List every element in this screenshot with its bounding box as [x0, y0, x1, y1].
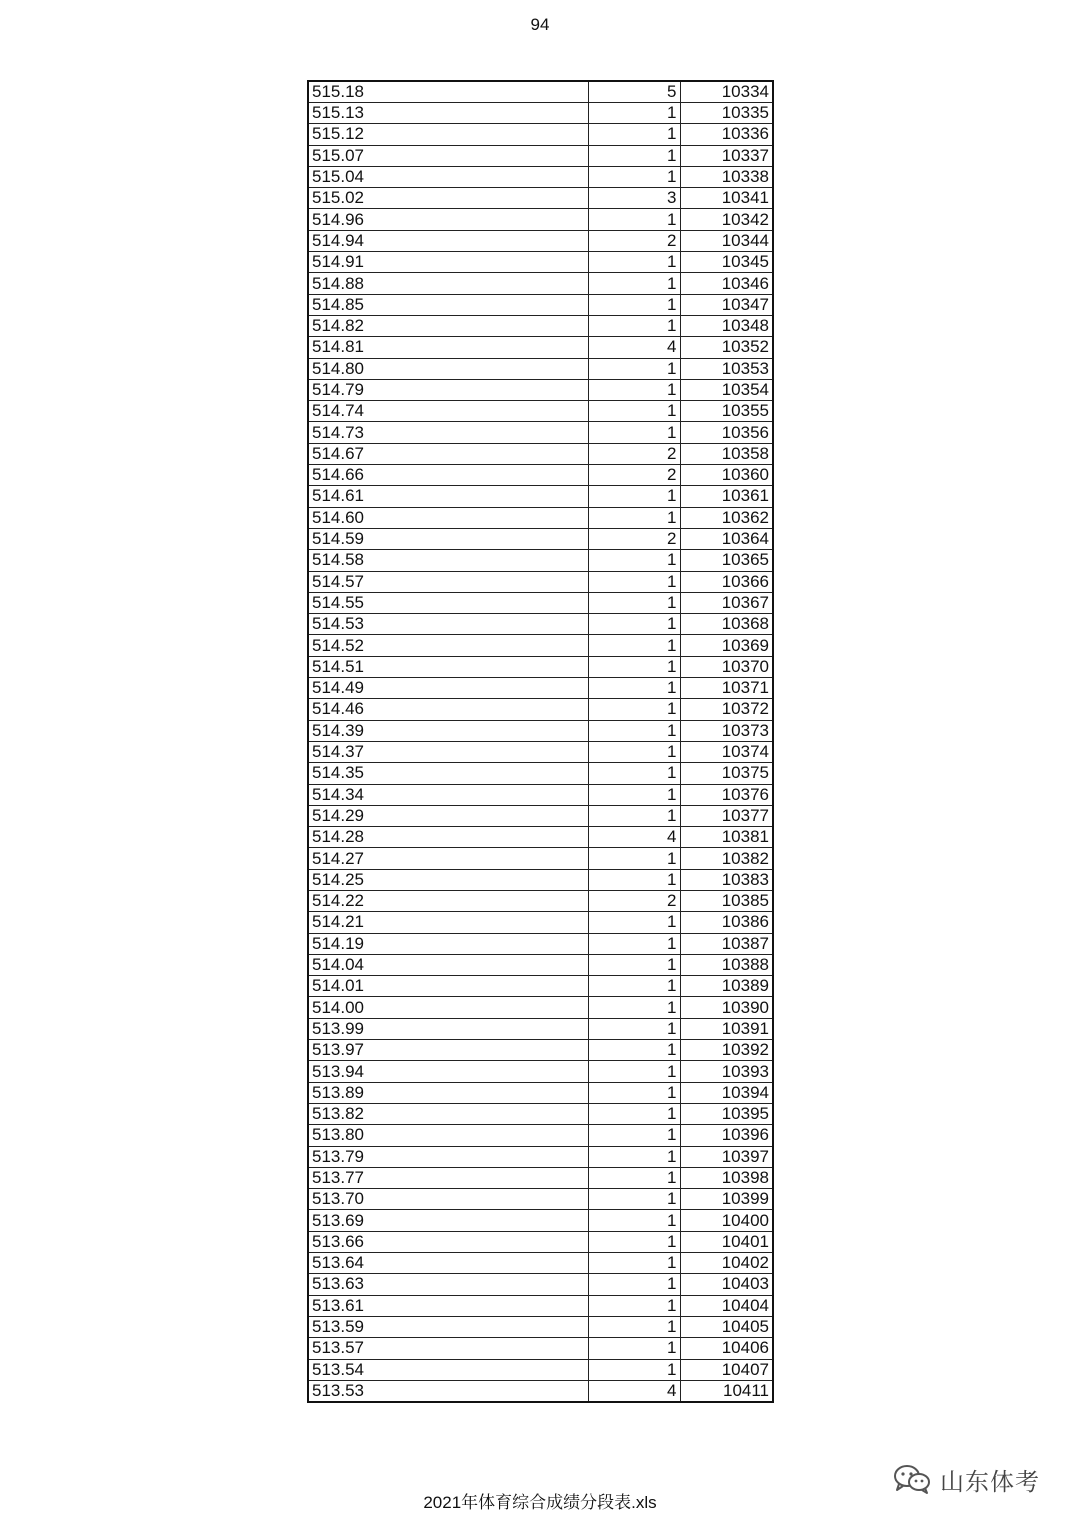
- cumulative-cell: 10352: [680, 337, 773, 358]
- table-row: [308, 699, 773, 720]
- score-cell: 514.46: [308, 699, 588, 720]
- count-cell: 1: [588, 741, 680, 762]
- cumulative-cell: 10346: [680, 273, 773, 294]
- table-row: [308, 827, 773, 848]
- score-cell: 513.82: [308, 1103, 588, 1124]
- cumulative-cell: 10377: [680, 805, 773, 826]
- count-cell: 1: [588, 592, 680, 613]
- table-row: [308, 422, 773, 443]
- count-cell: 1: [588, 997, 680, 1018]
- cumulative-cell: 10347: [680, 294, 773, 315]
- cumulative-cell: 10407: [680, 1359, 773, 1380]
- table-row: [308, 1253, 773, 1274]
- table-row: [308, 763, 773, 784]
- score-cell: 515.02: [308, 188, 588, 209]
- table-row: [308, 1189, 773, 1210]
- cumulative-cell: 10373: [680, 720, 773, 741]
- score-cell: 514.74: [308, 401, 588, 422]
- table-row: [308, 1210, 773, 1231]
- table-row: [308, 252, 773, 273]
- cumulative-cell: 10402: [680, 1253, 773, 1274]
- count-cell: 1: [588, 805, 680, 826]
- count-cell: 1: [588, 1103, 680, 1124]
- table-row: [308, 912, 773, 933]
- count-cell: 1: [588, 1359, 680, 1380]
- cumulative-cell: 10401: [680, 1231, 773, 1252]
- cumulative-cell: 10411: [680, 1380, 773, 1402]
- count-cell: 1: [588, 1146, 680, 1167]
- score-cell: 515.13: [308, 103, 588, 124]
- cumulative-cell: 10386: [680, 912, 773, 933]
- count-cell: 1: [588, 145, 680, 166]
- score-cell: 514.49: [308, 678, 588, 699]
- table-row: [308, 273, 773, 294]
- table-row: [308, 592, 773, 613]
- count-cell: 1: [588, 422, 680, 443]
- table-row: [308, 103, 773, 124]
- score-cell: 514.52: [308, 635, 588, 656]
- score-cell: 514.55: [308, 592, 588, 613]
- cumulative-cell: 10394: [680, 1082, 773, 1103]
- cumulative-cell: 10336: [680, 124, 773, 145]
- table-row: [308, 1146, 773, 1167]
- wechat-icon: [892, 1463, 932, 1495]
- table-row: [308, 678, 773, 699]
- count-cell: 1: [588, 507, 680, 528]
- count-cell: 1: [588, 933, 680, 954]
- cumulative-cell: 10361: [680, 486, 773, 507]
- table-row: [308, 230, 773, 251]
- count-cell: 1: [588, 784, 680, 805]
- table-row: [308, 614, 773, 635]
- cumulative-cell: 10335: [680, 103, 773, 124]
- cumulative-cell: 10403: [680, 1274, 773, 1295]
- score-cell: 514.22: [308, 890, 588, 911]
- count-cell: 4: [588, 827, 680, 848]
- count-cell: 1: [588, 124, 680, 145]
- score-cell: 514.57: [308, 571, 588, 592]
- count-cell: 1: [588, 1082, 680, 1103]
- page-number: 94: [530, 15, 550, 34]
- cumulative-cell: 10387: [680, 933, 773, 954]
- score-cell: 514.37: [308, 741, 588, 762]
- count-cell: 1: [588, 678, 680, 699]
- cumulative-cell: 10392: [680, 1040, 773, 1061]
- score-cell: 513.63: [308, 1274, 588, 1295]
- cumulative-cell: 10353: [680, 358, 773, 379]
- score-cell: 513.54: [308, 1359, 588, 1380]
- cumulative-cell: 10374: [680, 741, 773, 762]
- cumulative-cell: 10376: [680, 784, 773, 805]
- count-cell: 1: [588, 166, 680, 187]
- count-cell: 1: [588, 1274, 680, 1295]
- count-cell: 1: [588, 1040, 680, 1061]
- score-cell: 514.73: [308, 422, 588, 443]
- score-cell: 513.70: [308, 1189, 588, 1210]
- table-row: [308, 1231, 773, 1252]
- score-cell: 514.91: [308, 252, 588, 273]
- score-cell: 514.60: [308, 507, 588, 528]
- table-row: [308, 550, 773, 571]
- cumulative-cell: 10398: [680, 1167, 773, 1188]
- count-cell: 2: [588, 443, 680, 464]
- score-cell: 514.59: [308, 528, 588, 549]
- cumulative-cell: 10364: [680, 528, 773, 549]
- cumulative-cell: 10355: [680, 401, 773, 422]
- score-cell: 514.66: [308, 465, 588, 486]
- count-cell: 1: [588, 1189, 680, 1210]
- cumulative-cell: 10382: [680, 848, 773, 869]
- score-cell: 514.01: [308, 976, 588, 997]
- count-cell: 2: [588, 230, 680, 251]
- cumulative-cell: 10358: [680, 443, 773, 464]
- watermark: [892, 1462, 1040, 1496]
- table-row: [308, 337, 773, 358]
- score-cell: 514.80: [308, 358, 588, 379]
- count-cell: 1: [588, 1295, 680, 1316]
- score-cell: 514.25: [308, 869, 588, 890]
- score-cell: 514.81: [308, 337, 588, 358]
- count-cell: 2: [588, 465, 680, 486]
- cumulative-cell: 10372: [680, 699, 773, 720]
- cumulative-cell: 10375: [680, 763, 773, 784]
- score-cell: 514.21: [308, 912, 588, 933]
- table-row: [308, 890, 773, 911]
- count-cell: 4: [588, 337, 680, 358]
- score-cell: 515.07: [308, 145, 588, 166]
- count-cell: 4: [588, 1380, 680, 1402]
- count-cell: 1: [588, 550, 680, 571]
- table-row: [308, 315, 773, 336]
- count-cell: 3: [588, 188, 680, 209]
- score-cell: 513.66: [308, 1231, 588, 1252]
- cumulative-cell: 10397: [680, 1146, 773, 1167]
- count-cell: 1: [588, 869, 680, 890]
- cumulative-cell: 10389: [680, 976, 773, 997]
- cumulative-cell: 10395: [680, 1103, 773, 1124]
- count-cell: 1: [588, 635, 680, 656]
- table-row: [308, 1125, 773, 1146]
- table-row: [308, 188, 773, 209]
- score-cell: 514.85: [308, 294, 588, 315]
- table-row: [308, 1167, 773, 1188]
- count-cell: 1: [588, 1316, 680, 1337]
- count-cell: 1: [588, 614, 680, 635]
- table-row: [308, 1316, 773, 1337]
- count-cell: 1: [588, 720, 680, 741]
- table-row: [308, 166, 773, 187]
- table-row: [308, 997, 773, 1018]
- score-cell: 513.61: [308, 1295, 588, 1316]
- count-cell: 1: [588, 209, 680, 230]
- count-cell: 1: [588, 1167, 680, 1188]
- cumulative-cell: 10390: [680, 997, 773, 1018]
- score-cell: 513.53: [308, 1380, 588, 1402]
- score-cell: 514.88: [308, 273, 588, 294]
- score-cell: 514.04: [308, 954, 588, 975]
- table-row: [308, 145, 773, 166]
- cumulative-cell: 10396: [680, 1125, 773, 1146]
- cumulative-cell: 10369: [680, 635, 773, 656]
- count-cell: 1: [588, 315, 680, 336]
- table-row: [308, 528, 773, 549]
- cumulative-cell: 10381: [680, 827, 773, 848]
- score-cell: 514.34: [308, 784, 588, 805]
- cumulative-cell: 10338: [680, 166, 773, 187]
- count-cell: 1: [588, 1231, 680, 1252]
- count-cell: 1: [588, 848, 680, 869]
- count-cell: 1: [588, 699, 680, 720]
- table-row: [308, 1295, 773, 1316]
- score-cell: 513.79: [308, 1146, 588, 1167]
- cumulative-cell: 10383: [680, 869, 773, 890]
- score-cell: 513.59: [308, 1316, 588, 1337]
- cumulative-cell: 10366: [680, 571, 773, 592]
- score-cell: 515.04: [308, 166, 588, 187]
- table-row: [308, 81, 773, 103]
- table-row: [308, 465, 773, 486]
- table-row: [308, 486, 773, 507]
- score-cell: 514.28: [308, 827, 588, 848]
- score-cell: 514.82: [308, 315, 588, 336]
- watermark-text: 山东体考: [940, 1468, 1040, 1496]
- table-row: [308, 976, 773, 997]
- score-cell: 513.57: [308, 1338, 588, 1359]
- count-cell: 1: [588, 1210, 680, 1231]
- score-cell: 514.96: [308, 209, 588, 230]
- cumulative-cell: 10348: [680, 315, 773, 336]
- table-row: [308, 1040, 773, 1061]
- score-cell: 515.18: [308, 81, 588, 103]
- score-cell: 514.67: [308, 443, 588, 464]
- count-cell: 1: [588, 294, 680, 315]
- table-row: [308, 741, 773, 762]
- table-row: [308, 1380, 773, 1402]
- score-cell: 513.99: [308, 1018, 588, 1039]
- cumulative-cell: 10367: [680, 592, 773, 613]
- table-row: [308, 571, 773, 592]
- count-cell: 1: [588, 912, 680, 933]
- cumulative-cell: 10405: [680, 1316, 773, 1337]
- score-distribution-table: [307, 80, 774, 1403]
- score-cell: 514.53: [308, 614, 588, 635]
- cumulative-cell: 10388: [680, 954, 773, 975]
- score-cell: 513.80: [308, 1125, 588, 1146]
- count-cell: 1: [588, 103, 680, 124]
- score-table-body: [308, 81, 773, 1402]
- cumulative-cell: 10399: [680, 1189, 773, 1210]
- count-cell: 1: [588, 1338, 680, 1359]
- cumulative-cell: 10360: [680, 465, 773, 486]
- table-row: [308, 933, 773, 954]
- table-row: [308, 1338, 773, 1359]
- table-row: [308, 635, 773, 656]
- cumulative-cell: 10393: [680, 1061, 773, 1082]
- count-cell: 2: [588, 890, 680, 911]
- table-row: [308, 507, 773, 528]
- table-row: [308, 784, 773, 805]
- count-cell: 1: [588, 1061, 680, 1082]
- count-cell: 2: [588, 528, 680, 549]
- cumulative-cell: 10342: [680, 209, 773, 230]
- count-cell: 1: [588, 656, 680, 677]
- table-row: [308, 1103, 773, 1124]
- table-row: [308, 209, 773, 230]
- count-cell: 1: [588, 252, 680, 273]
- score-cell: 513.94: [308, 1061, 588, 1082]
- cumulative-cell: 10385: [680, 890, 773, 911]
- count-cell: 1: [588, 486, 680, 507]
- score-cell: 514.39: [308, 720, 588, 741]
- score-cell: 513.89: [308, 1082, 588, 1103]
- table-row: [308, 869, 773, 890]
- score-cell: 513.69: [308, 1210, 588, 1231]
- cumulative-cell: 10354: [680, 379, 773, 400]
- score-cell: 513.77: [308, 1167, 588, 1188]
- count-cell: 1: [588, 1018, 680, 1039]
- score-cell: 515.12: [308, 124, 588, 145]
- cumulative-cell: 10362: [680, 507, 773, 528]
- count-cell: 1: [588, 273, 680, 294]
- score-cell: 514.29: [308, 805, 588, 826]
- table-row: [308, 720, 773, 741]
- score-cell: 514.51: [308, 656, 588, 677]
- table-row: [308, 1082, 773, 1103]
- score-cell: 514.00: [308, 997, 588, 1018]
- score-cell: 514.94: [308, 230, 588, 251]
- count-cell: 1: [588, 571, 680, 592]
- count-cell: 1: [588, 954, 680, 975]
- score-cell: 514.58: [308, 550, 588, 571]
- cumulative-cell: 10365: [680, 550, 773, 571]
- table-row: [308, 1061, 773, 1082]
- table-row: [308, 954, 773, 975]
- score-cell: 514.27: [308, 848, 588, 869]
- cumulative-cell: 10341: [680, 188, 773, 209]
- count-cell: 1: [588, 1125, 680, 1146]
- score-cell: 514.79: [308, 379, 588, 400]
- table-row: [308, 656, 773, 677]
- table-row: [308, 805, 773, 826]
- cumulative-cell: 10345: [680, 252, 773, 273]
- count-cell: 1: [588, 1253, 680, 1274]
- cumulative-cell: 10356: [680, 422, 773, 443]
- table-row: [308, 443, 773, 464]
- table-row: [308, 848, 773, 869]
- table-row: [308, 379, 773, 400]
- cumulative-cell: 10334: [680, 81, 773, 103]
- cumulative-cell: 10391: [680, 1018, 773, 1039]
- count-cell: 1: [588, 358, 680, 379]
- count-cell: 1: [588, 379, 680, 400]
- cumulative-cell: 10337: [680, 145, 773, 166]
- cumulative-cell: 10404: [680, 1295, 773, 1316]
- score-cell: 513.97: [308, 1040, 588, 1061]
- footer-file-name: 2021年体育综合成绩分段表.xls: [423, 1493, 657, 1512]
- table-row: [308, 401, 773, 422]
- cumulative-cell: 10371: [680, 678, 773, 699]
- count-cell: 5: [588, 81, 680, 103]
- count-cell: 1: [588, 763, 680, 784]
- count-cell: 1: [588, 976, 680, 997]
- count-cell: 1: [588, 401, 680, 422]
- cumulative-cell: 10368: [680, 614, 773, 635]
- cumulative-cell: 10370: [680, 656, 773, 677]
- score-cell: 513.64: [308, 1253, 588, 1274]
- score-cell: 514.35: [308, 763, 588, 784]
- cumulative-cell: 10400: [680, 1210, 773, 1231]
- table-row: [308, 358, 773, 379]
- score-cell: 514.19: [308, 933, 588, 954]
- table-row: [308, 1274, 773, 1295]
- table-row: [308, 124, 773, 145]
- cumulative-cell: 10406: [680, 1338, 773, 1359]
- table-row: [308, 1359, 773, 1380]
- cumulative-cell: 10344: [680, 230, 773, 251]
- table-row: [308, 1018, 773, 1039]
- score-cell: 514.61: [308, 486, 588, 507]
- table-row: [308, 294, 773, 315]
